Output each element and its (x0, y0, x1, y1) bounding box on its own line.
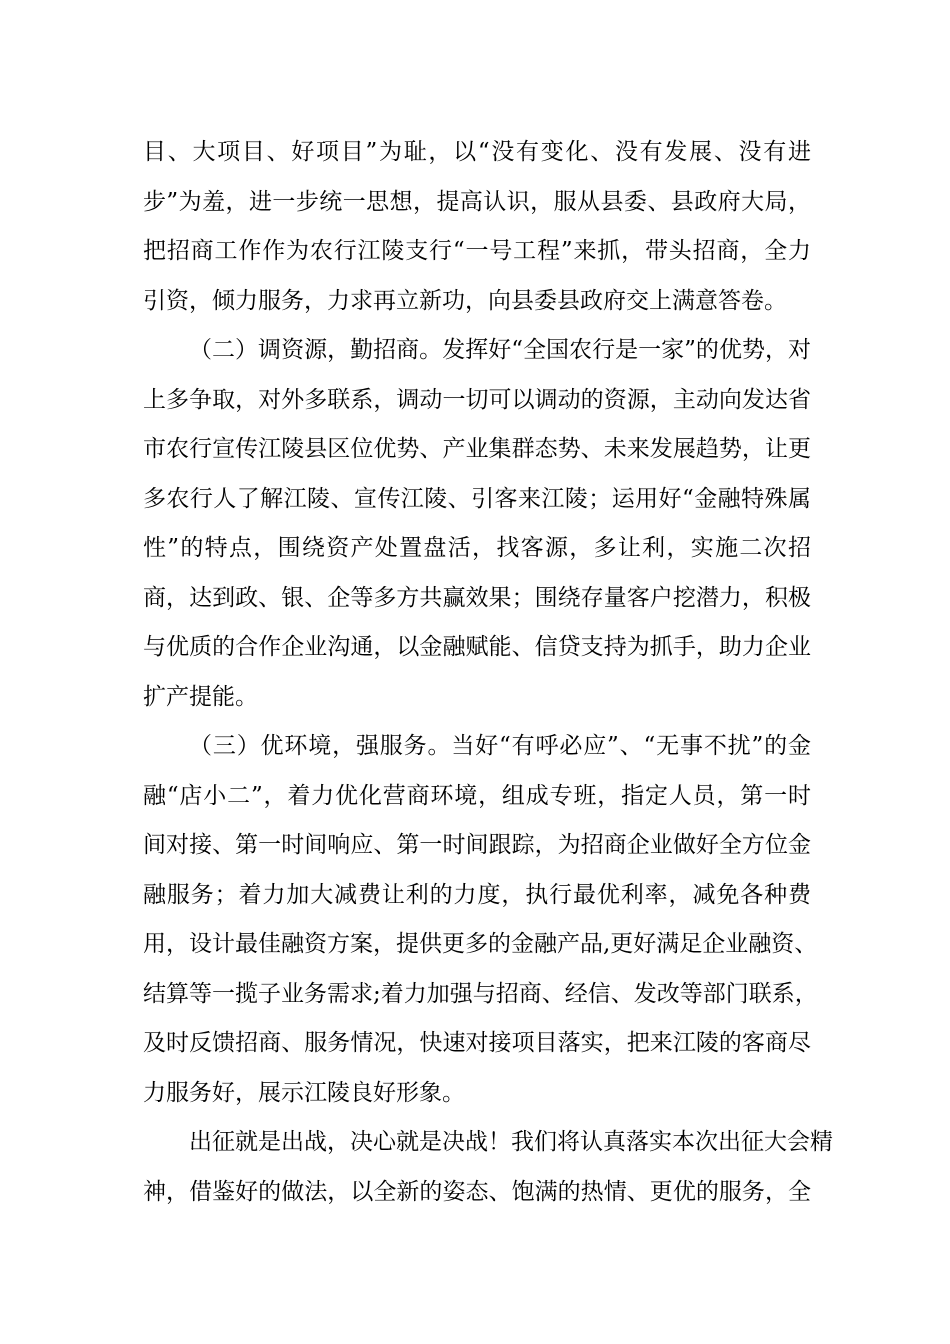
text-line: （三）优环境，强服务。当好“有呼必应”、“无事不扰”的金 (189, 733, 811, 759)
text-line: 目、大项目、好项目”为耻，以“没有变化、没有发展、没有进 (143, 139, 811, 165)
text-line: 市农行宣传江陵县区位优势、产业集群态势、未来发展趋势，让更 (143, 436, 811, 462)
text-line: 及时反馈招商、服务情况，快速对接项目落实，把来江陵的客商尽 (143, 1030, 811, 1056)
text-line: 引资，倾力服务，力求再立新功，向县委县政府交上满意答卷。 (143, 287, 787, 314)
text-line: 扩产提能。 (143, 683, 258, 710)
text-line: 把招商工作作为农行江陵支行“一号工程”来抓，带头招商，全力 (143, 238, 811, 264)
text-line: （二）调资源，勤招商。发挥好“全国农行是一家”的优势，对 (189, 337, 811, 363)
document-body (143, 128, 833, 1217)
text-line: 性”的特点，围绕资产处置盘活，找客源，多让利，实施二次招 (143, 535, 811, 561)
text-line: 间对接、第一时间响应、第一时间跟踪，为招商企业做好全方位金 (143, 832, 811, 858)
text-line: 力服务好，展示江陵良好形象。 (143, 1079, 465, 1106)
text-line: 多农行人了解江陵、宣传江陵、引客来江陵；运用好“金融特殊属 (143, 485, 811, 512)
text-line: 出征就是出战，决心就是决战！我们将认真落实本次出征大会精 (189, 1129, 833, 1155)
text-line: 融服务；着力加大减费让利的力度，执行最优利率，减免各种费 (143, 881, 811, 908)
text-line: 结算等一揽子业务需求;着力加强与招商、经信、发改等部门联系， (143, 980, 818, 1007)
text-line: 与优质的合作企业沟通，以金融赋能、信贷支持为抓手，助力企业 (143, 634, 811, 660)
text-line: 上多争取，对外多联系，调动一切可以调动的资源，主动向发达省 (143, 386, 811, 413)
text-line: 神，借鉴好的做法，以全新的姿态、饱满的热情、更优的服务，全 (143, 1178, 811, 1205)
text-line: 融“店小二”，着力优化营商环境，组成专班，指定人员，第一时 (143, 782, 811, 809)
text-line: 商，达到政、银、企等多方共赢效果；围绕存量客户挖潜力，积极 (143, 584, 811, 611)
text-line: 用，设计最佳融资方案，提供更多的金融产品,更好满足企业融资、 (143, 931, 818, 957)
text-line: 步”为羞，进一步统一思想，提高认识，服从县委、县政府大局， (143, 188, 811, 215)
